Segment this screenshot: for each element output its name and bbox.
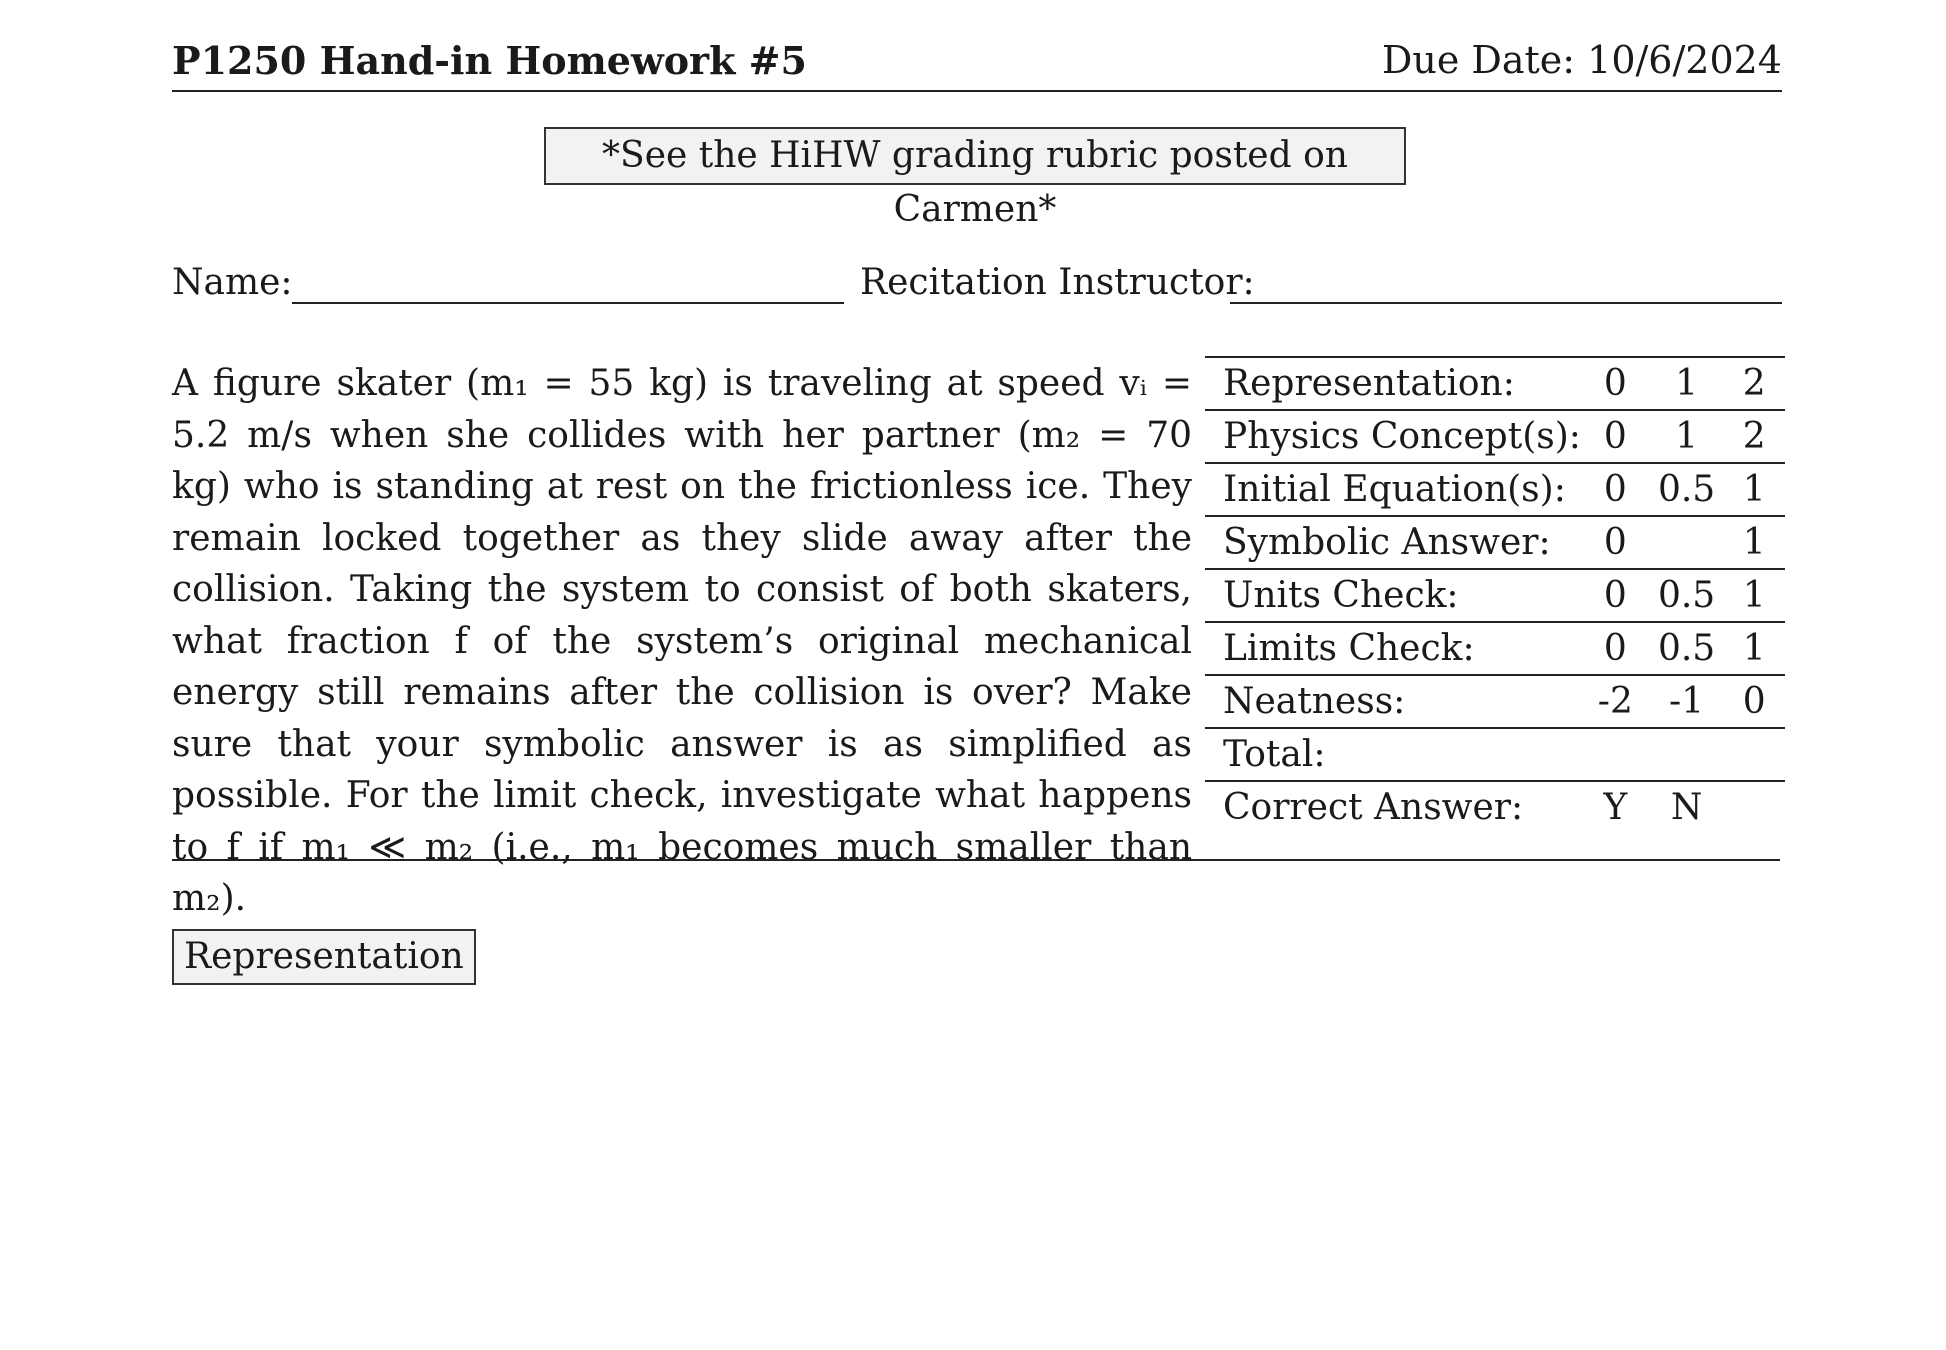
rubric-note-box: *See the HiHW grading rubric posted on Carmen* — [544, 127, 1406, 185]
rubric-row-label: Limits Check: — [1223, 628, 1475, 669]
rubric-score-mid — [1650, 728, 1724, 781]
rubric-score-low: -2 — [1597, 681, 1633, 722]
rubric-score-mid: 1 — [1675, 363, 1699, 404]
recitation-instructor-label: Recitation Instructor: — [860, 262, 1255, 303]
rubric-score-mid: -1 — [1669, 681, 1705, 722]
rubric-row — [1205, 728, 1785, 781]
rubric-row-label: Total: — [1223, 734, 1326, 775]
rubric-score-mid: 0.5 — [1657, 628, 1716, 669]
rubric-score-low — [1581, 728, 1650, 781]
rubric-score-low: Y — [1603, 787, 1628, 828]
rubric-row-label: Physics Concept(s): — [1223, 416, 1581, 457]
section-divider — [172, 859, 1780, 861]
rubric-row-label: Correct Answer: — [1223, 787, 1524, 828]
rubric-score-low: 0 — [1603, 575, 1627, 616]
grading-rubric-table — [1205, 356, 1785, 833]
rubric-score-high: 2 — [1742, 363, 1766, 404]
page-header — [172, 38, 1782, 92]
rubric-score-low: 0 — [1603, 469, 1627, 510]
rubric-score-mid: 0.5 — [1657, 469, 1716, 510]
due-date: Due Date: 10/6/2024 — [1381, 38, 1782, 82]
rubric-score-high: 1 — [1742, 469, 1766, 510]
rubric-row-label: Representation: — [1223, 363, 1515, 404]
rubric-row — [1205, 516, 1785, 569]
rubric-score-low: 0 — [1603, 363, 1627, 404]
rubric-row — [1205, 463, 1785, 516]
problem-statement: A figure skater (m₁ = 55 kg) is traveling at speed vᵢ = 5.2 m/s when she collides with her partner (m₂ = 70 kg) who is standing at rest on the frictionless ice. They remain locked together as they slide away after the collision. Taking the system to consist of both skaters, what fraction f of the system’s original mechanical energy still remains after the collision is over? Make sure that your symbolic answer is as simplified as possible. For the limit check, investigate what happens to f if m₁ ≪ m₂ (i.e., m₁ becomes much smaller than m₂). — [172, 363, 1192, 919]
name-blank-line[interactable] — [292, 302, 844, 304]
rubric-score-high: 1 — [1742, 522, 1766, 563]
rubric-score-high: 0 — [1742, 681, 1766, 722]
name-label: Name: — [172, 262, 293, 303]
rubric-score-low: 0 — [1603, 522, 1627, 563]
rubric-score-low: 0 — [1603, 416, 1627, 457]
rubric-row-label: Units Check: — [1223, 575, 1459, 616]
homework-page — [172, 0, 1782, 1350]
rubric-score-high: 1 — [1742, 628, 1766, 669]
rubric-score-mid: N — [1670, 787, 1703, 828]
rubric-score-high — [1723, 728, 1785, 781]
name-row — [172, 262, 1782, 312]
rubric-score-high: 1 — [1742, 575, 1766, 616]
rubric-row-label: Symbolic Answer: — [1223, 522, 1551, 563]
rubric-score-mid — [1650, 516, 1724, 569]
rubric-row — [1205, 675, 1785, 728]
rubric-score-mid: 0.5 — [1657, 575, 1716, 616]
rubric-row — [1205, 622, 1785, 675]
rubric-row — [1205, 410, 1785, 463]
rubric-score-low: 0 — [1603, 628, 1627, 669]
rubric-row-label: Initial Equation(s): — [1223, 469, 1566, 510]
rubric-score-mid: 1 — [1675, 416, 1699, 457]
rubric-score-high — [1723, 781, 1785, 833]
section-heading-box: Representation — [172, 929, 476, 985]
rubric-row-label: Neatness: — [1223, 681, 1406, 722]
rubric-row — [1205, 357, 1785, 410]
rubric-score-high: 2 — [1742, 416, 1766, 457]
recitation-instructor-blank-line[interactable] — [1230, 302, 1782, 304]
rubric-row — [1205, 781, 1785, 833]
homework-title: P1250 Hand-in Homework #5 — [172, 38, 807, 83]
rubric-row — [1205, 569, 1785, 622]
